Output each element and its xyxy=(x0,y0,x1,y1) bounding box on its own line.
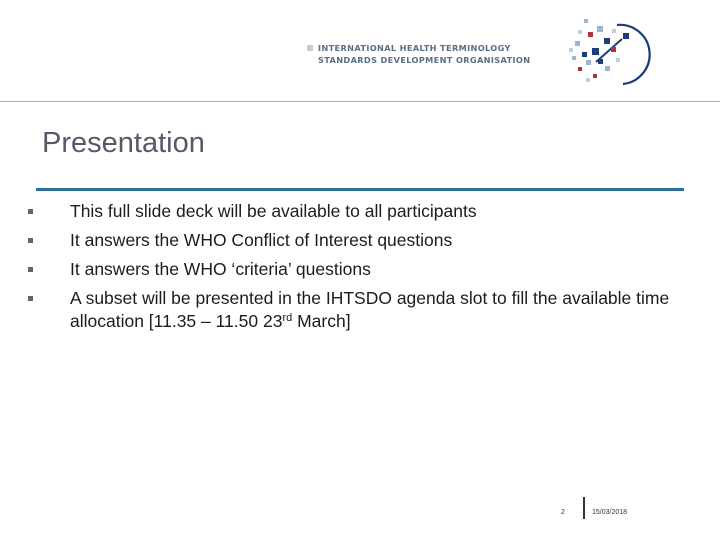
org-bullet-square xyxy=(307,45,313,51)
square-bullet-icon xyxy=(28,296,33,301)
title-underline xyxy=(36,188,684,191)
bullet-text xyxy=(70,288,669,331)
bullet-item xyxy=(22,200,672,223)
square-bullet-icon xyxy=(28,267,33,272)
square-bullet-icon xyxy=(28,209,33,214)
bullet-item xyxy=(22,229,672,252)
bullet-text-main: A subset will be presented in the IHTSDO agenda slot to fill the available time allocation [11.35 – 11.50 23 xyxy=(70,288,670,331)
header-divider xyxy=(0,101,720,102)
bullet-text: It answers the WHO Conflict of Interest questions xyxy=(70,230,453,250)
ordinal-suffix: rd xyxy=(282,311,293,324)
bullet-item xyxy=(22,287,672,332)
ihtsdo-logo-icon xyxy=(560,14,664,90)
bullet-item xyxy=(22,258,672,281)
square-bullet-icon xyxy=(28,238,33,243)
slide-title: Presentation xyxy=(42,127,205,159)
bullet-list xyxy=(22,200,672,339)
org-name xyxy=(318,42,530,66)
footer-divider xyxy=(583,497,585,519)
bullet-text: This full slide deck will be available to all participants xyxy=(70,201,477,221)
org-name-line-2: STANDARDS DEVELOPMENT ORGANISATION xyxy=(318,55,531,65)
slide-date: 15/03/2018 xyxy=(592,509,628,516)
bullet-text: It answers the WHO ‘criteria’ questions xyxy=(70,259,371,279)
page-number: 2 xyxy=(561,509,565,516)
bullet-text-end: March] xyxy=(292,310,351,331)
org-name-line-1: INTERNATIONAL HEALTH TERMINOLOGY xyxy=(318,43,511,53)
